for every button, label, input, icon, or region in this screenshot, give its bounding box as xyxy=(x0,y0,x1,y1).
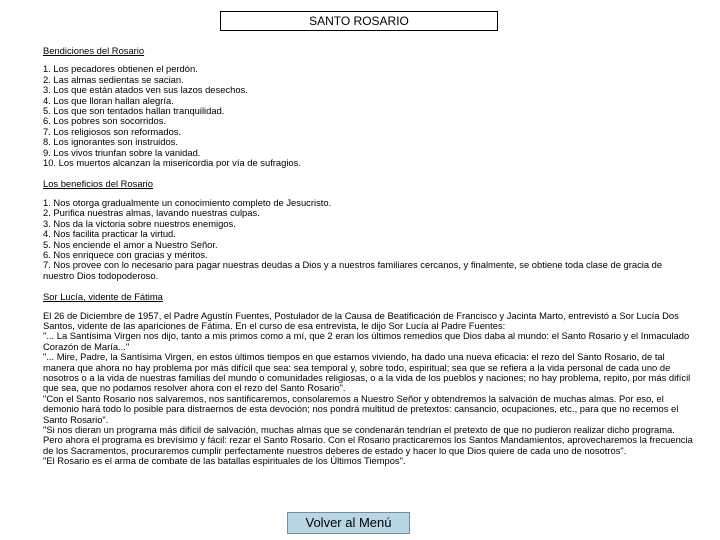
list-item: 4. Nos facilita practicar la virtud. xyxy=(43,228,176,240)
list-item: 6. Los pobres son socorridos. xyxy=(43,115,166,127)
beneficios-heading: Los beneficios del Rosario xyxy=(43,178,153,190)
list-item: 1. Los pecadores obtienen el perdón. xyxy=(43,63,198,75)
content xyxy=(43,46,693,467)
list-item: 5. Nos enciende el amor a Nuestro Señor. xyxy=(43,238,218,250)
list-item: 7. Los religiosos son reformados. xyxy=(43,125,182,137)
list-item: 10. Los muertos alcanzan la misericordia por vía de sufragios. xyxy=(43,157,301,169)
list-item: 2. Purifica nuestras almas, lavando nuestras culpas. xyxy=(43,207,260,219)
lucia-intro: El 26 de Diciembre de 1957, el Padre Agustín Fuentes, Postulador de la Causa de Beatificación de Francisco y Jacinta Marto, entrevistó a Sor Lucía Dos Santos, vidente de las apariciones de Fátima. En el curso de esa entrevista, le dijo Sor Lucía al Padre Fuentes: xyxy=(43,309,679,331)
list-item: 3. Los que están atados ven sus lazos desechos. xyxy=(43,84,248,96)
list-item: 4. Los que lloran hallan alegría. xyxy=(43,94,174,106)
lucia-quote: "... Mire, Padre, la Santísima Virgen, en estos últimos tiempos en que estamos viviendo, ha dado una nueva eficacia: el rezo del Santo Rosario, de tal manera que ahora no hay problema por más difícil que sea: sea temporal y, sobre todo, espiritual; sea que se refiera a la vida personal de cada uno de nosotros o a la vida de nuestras familias del mundo o comunidades religiosas, o a la vida de los pueblos y naciones; no hay problema, repito, por más difícil que sea, que no podamos resolver ahora con el rezo del Santo Rosario". xyxy=(43,351,691,394)
list-item: 8. Los ignorantes son instruidos. xyxy=(43,136,178,148)
lucia-section xyxy=(43,292,693,467)
list-item: 3. Nos da la victoria sobre nuestros enemigos. xyxy=(43,217,236,229)
bendiciones-list xyxy=(43,64,693,168)
list-item: 7. Nos provee con lo necesario para pagar nuestras deudas a Dios y a nuestros familiares cercanos, y finalmente, se obtiene toda clase de gracia de nuestro Dios todopoderoso. xyxy=(43,259,663,281)
back-to-menu-button[interactable]: Volver al Menú xyxy=(287,512,410,534)
bendiciones-heading: Bendiciones del Rosario xyxy=(43,45,145,56)
list-item: 6. Nos enriquece con gracias y méritos. xyxy=(43,248,208,260)
lucia-heading: Sor Lucía, vidente de Fátima xyxy=(43,291,163,303)
lucia-quote: "... La Santísima Virgen nos dijo, tanto a mis primos como a mí, que 2 eran los últimos remedios que Dios daba al mundo: el Santo Rosario y el Inmaculado Corazón de María..." xyxy=(43,330,690,352)
beneficios-section xyxy=(43,179,693,281)
beneficios-list xyxy=(43,198,693,281)
list-item: 5. Los que son tentados hallan tranquilidad. xyxy=(43,105,225,117)
lucia-quote: "Si nos dieran un programa más difícil de salvación, muchas almas que se condenarán tendrían el pretexto de que no pudieron realizar dicho programa. Pero ahora el programa es brevísimo y fácil: rezar el Santo Rosario. Con el Rosario practicaremos los Santos Mandamientos, aprovecharemos la frecuencia de los Sacramentos, procuraremos cumplir perfectamente nuestros deberes de estado y hacer lo que Dios quiere de cada uno de nosotros". xyxy=(43,424,693,456)
list-item: 9. Los vivos triunfan sobre la vanidad. xyxy=(43,146,201,158)
list-item: 1. Nos otorga gradualmente un conocimiento completo de Jesucristo. xyxy=(43,196,332,208)
list-item: 2. Las almas sedientas se sacian. xyxy=(43,73,184,85)
lucia-quote: "El Rosario es el arma de combate de las batallas espirituales de los Últimos Tiempos". xyxy=(43,455,406,467)
page-title: SANTO ROSARIO xyxy=(220,11,498,31)
lucia-quote: "Con el Santo Rosario nos salvaremos, nos santificaremos, consolaremos a Nuestro Señor y obtendremos la salvación de muchas almas. Por eso, el demonio hará todo lo posible para distraernos de esta devoción; nos pondrá multitud de pretextos: cansancio, ocupaciones, etc., para que no recemos el Santo Rosario". xyxy=(43,392,679,425)
